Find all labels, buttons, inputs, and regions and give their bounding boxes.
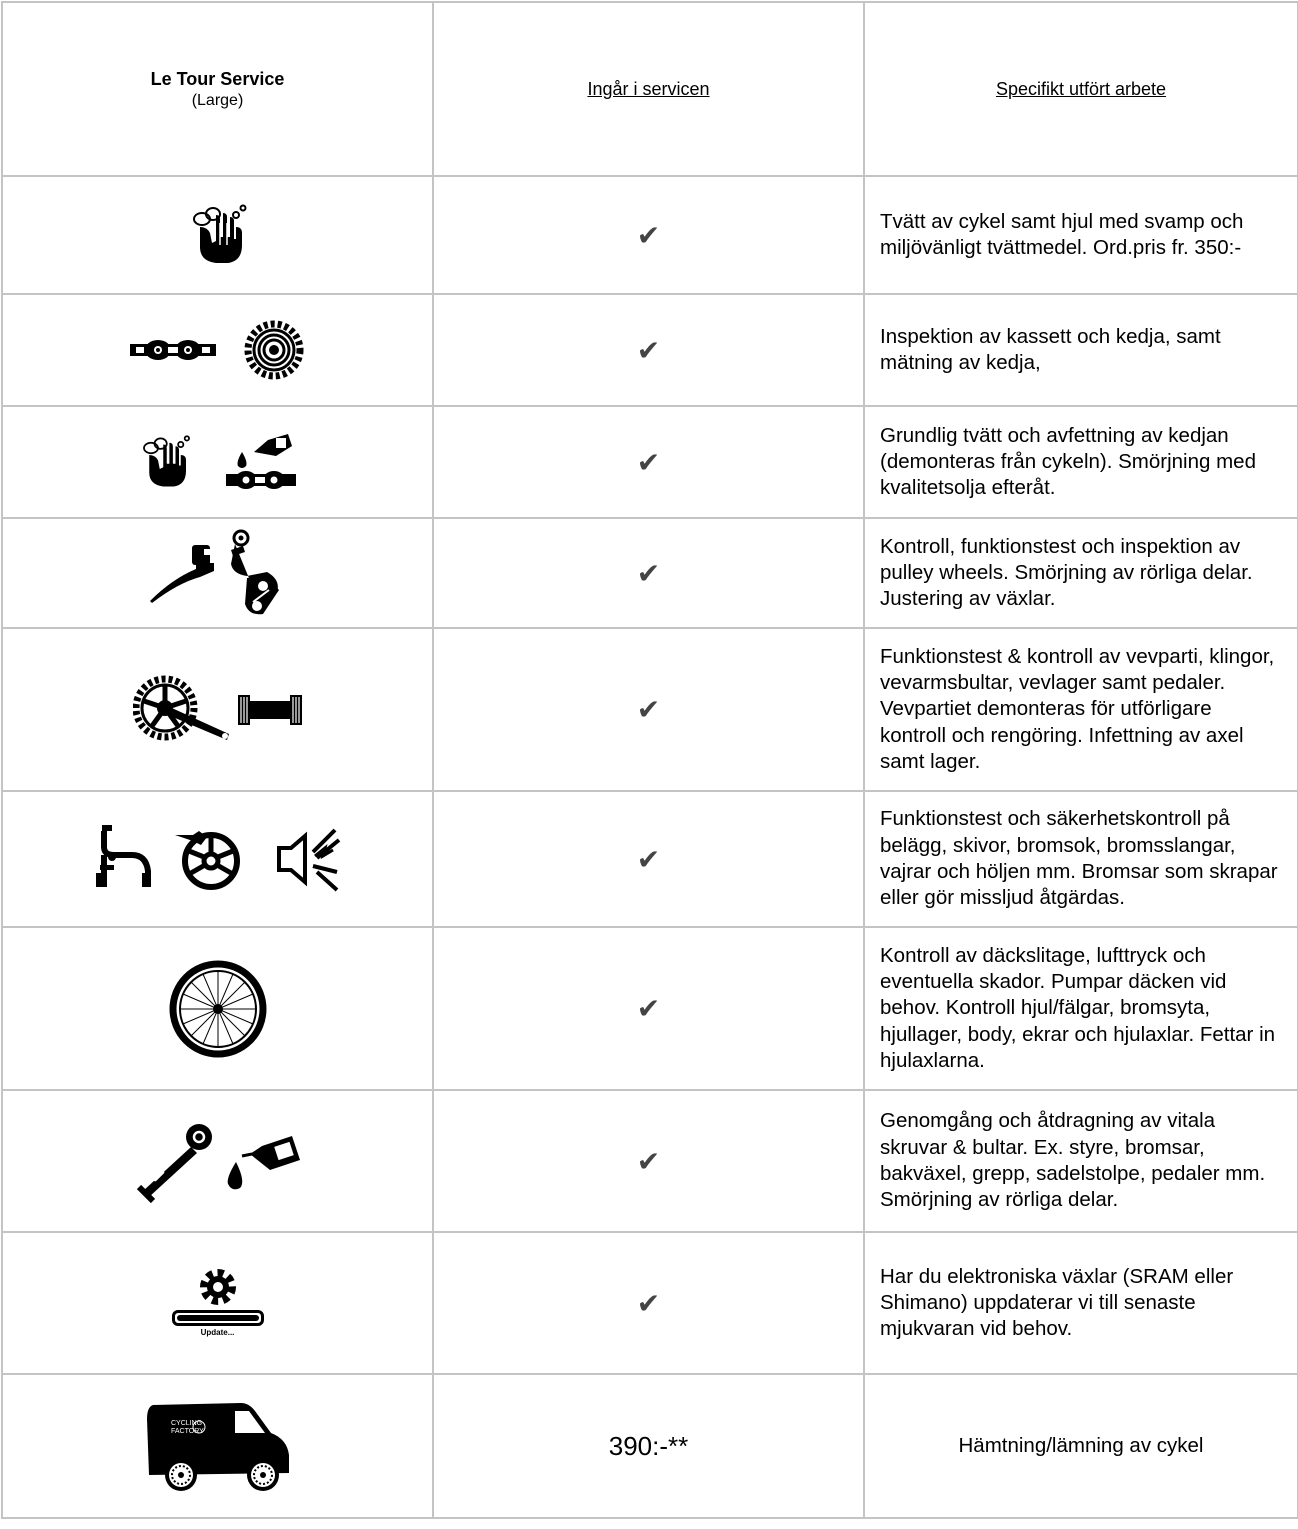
van-logo-line2: FACTORY <box>170 1428 204 1435</box>
crankset-icon <box>133 674 233 746</box>
oil-bottle-icon <box>222 1126 302 1196</box>
chain-icon <box>130 338 216 362</box>
cassette-icon <box>243 319 305 381</box>
table-row <box>2 1090 1298 1232</box>
update-label: Update... <box>200 1328 235 1337</box>
wheel-icon <box>169 960 267 1058</box>
included-check: ✔ <box>433 518 864 628</box>
included-check: ✔ <box>433 1090 864 1232</box>
included-column-header: Ingår i servicen <box>433 2 864 176</box>
work-description: Funktionstest och säkerhetskontroll på belägg, skivor, bromsok, bromsslangar, vajrar och höljen mm. Bromsar som skrapar eller gör missljud åtgärdas. <box>864 791 1298 927</box>
service-title: Le Tour Service <box>150 69 285 89</box>
included-check: ✔ <box>433 176 864 294</box>
disc-brake-icon <box>175 827 243 891</box>
chain-oil-icon <box>224 430 298 494</box>
table-row <box>2 518 1298 628</box>
work-description: Inspektion av kassett och kedja, samt mätning av kedja, <box>864 294 1298 406</box>
service-table <box>1 1 1298 1519</box>
table-row <box>2 176 1298 294</box>
work-description: Grundlig tvätt och avfettning av kedjan (demonteras från cykeln). Smörjning med kvalitetsolja efteråt. <box>864 406 1298 518</box>
delivery-van-icon <box>145 1399 291 1493</box>
included-check: ✔ <box>433 628 864 791</box>
table-row <box>2 791 1298 927</box>
header-row <box>2 2 1298 176</box>
work-description: Har du elektroniska växlar (SRAM eller Shimano) uppdaterar vi till senaste mjukvaran vid behov. <box>864 1232 1298 1374</box>
included-check: ✔ <box>433 791 864 927</box>
table-row <box>2 1374 1298 1518</box>
work-column-header: Specifikt utfört arbete <box>864 2 1298 176</box>
gear-icon <box>193 1266 243 1308</box>
table-row <box>2 406 1298 518</box>
washing-hands-icon <box>186 203 250 267</box>
bottom-bracket-icon <box>238 693 302 727</box>
work-description: Genomgång och åtdragning av vitala skruvar & bultar. Ex. styre, bromsar, bakväxel, grepp, sadelstolpe, pedaler mm. Smörjning av rörliga delar. <box>864 1090 1298 1232</box>
pickup-price: 390:-** <box>433 1374 864 1518</box>
service-name-cell <box>2 2 433 176</box>
work-description: Hämtning/lämning av cykel <box>864 1374 1298 1518</box>
included-check: ✔ <box>433 406 864 518</box>
washing-hands-icon <box>137 434 193 490</box>
van-logo-line1: CYCLING <box>170 1420 202 1427</box>
work-description: Funktionstest & kontroll av vevparti, klingor, vevarmsbultar, vevlager samt pedaler. Vevpartiet demonteras för utförligare kontroll och rengöring. Infettning av axel samt lager. <box>864 628 1298 791</box>
included-check: ✔ <box>433 927 864 1090</box>
noise-speaker-icon <box>275 826 343 892</box>
shifter-icon <box>148 541 218 605</box>
update-progress-bar <box>172 1310 264 1326</box>
work-description: Tvätt av cykel samt hjul med svamp och miljövänligt tvättmedel. Ord.pris fr. 350:- <box>864 176 1298 294</box>
derailleur-icon <box>223 528 287 618</box>
table-row <box>2 927 1298 1090</box>
firmware-update-icon <box>172 1266 264 1337</box>
rim-brake-icon <box>92 825 152 893</box>
table-row <box>2 628 1298 791</box>
table-row <box>2 1232 1298 1374</box>
work-description: Kontroll av däckslitage, lufttryck och eventuella skador. Pumpar däcken vid behov. Kontroll hjul/fälgar, bromsyta, hjullager, body, ekrar och hjulaxlar. Fettar in hjulaxlarna. <box>864 927 1298 1090</box>
torque-wrench-icon <box>133 1119 217 1203</box>
table-row <box>2 294 1298 406</box>
work-description: Kontroll, funktionstest och inspektion av pulley wheels. Smörjning av rörliga delar. Justering av växlar. <box>864 518 1298 628</box>
included-check: ✔ <box>433 294 864 406</box>
included-check: ✔ <box>433 1232 864 1374</box>
service-subtitle: (Large) <box>191 92 244 109</box>
